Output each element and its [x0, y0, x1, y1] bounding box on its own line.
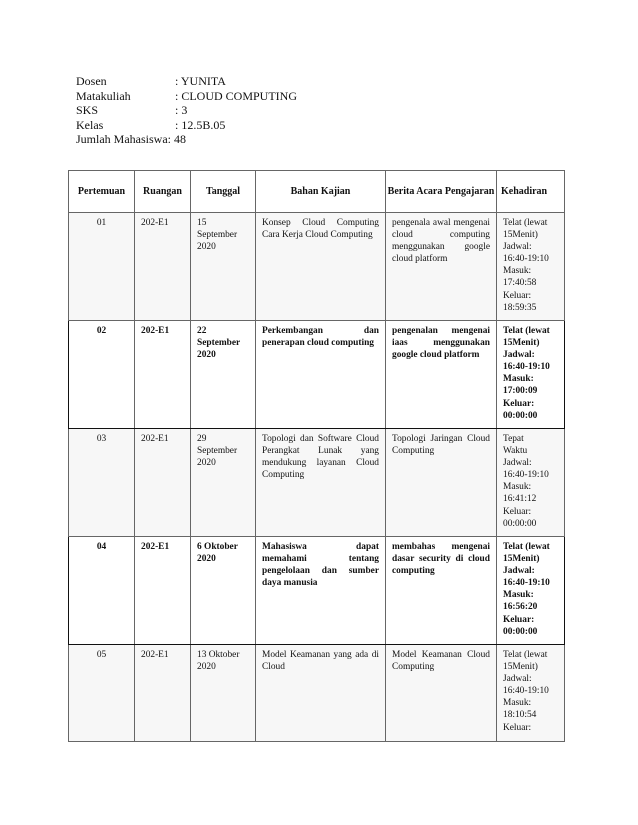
header-berita-acara: Berita Acara Pengajaran — [386, 171, 497, 213]
info-row-kelas — [76, 118, 297, 133]
matakuliah-label: Matakuliah — [76, 88, 131, 103]
cell-berita-acara: pengenalan mengenai iaas menggunakan google cloud platform — [386, 321, 497, 429]
table-row — [69, 321, 565, 429]
header-tanggal: Tanggal — [191, 171, 256, 213]
header-ruangan: Ruangan — [135, 171, 191, 213]
dosen-value: : YUNITA — [175, 74, 226, 88]
cell-berita-acara: Model Keamanan Cloud Computing — [386, 645, 497, 742]
cell-kehadiran: Telat (lewat 15Menit) Jadwal: 16:40-19:10 Masuk: 17:40:58 Keluar: 18:59:35 — [497, 213, 565, 321]
jumlah-label: Jumlah Mahasiswa — [76, 132, 168, 147]
cell-pertemuan: 02 — [69, 321, 135, 429]
cell-ruangan: 202-E1 — [135, 537, 191, 645]
table-header-row — [69, 171, 565, 213]
cell-tanggal: 22 September 2020 — [191, 321, 256, 429]
cell-ruangan: 202-E1 — [135, 321, 191, 429]
cell-tanggal: 29 September 2020 — [191, 429, 256, 537]
cell-berita-acara: Topologi Jaringan Cloud Computing — [386, 429, 497, 537]
cell-ruangan: 202-E1 — [135, 213, 191, 321]
jumlah-value: : 48 — [167, 132, 186, 147]
header-kehadiran: Kehadiran — [497, 171, 565, 213]
header-bahan-kajian: Bahan Kajian — [256, 171, 386, 213]
cell-pertemuan: 03 — [69, 429, 135, 537]
header-pertemuan: Pertemuan — [69, 171, 135, 213]
cell-pertemuan: 01 — [69, 213, 135, 321]
cell-bahan-kajian: Konsep Cloud Computing Cara Kerja Cloud Computing — [256, 213, 386, 321]
cell-kehadiran: Telat (lewat 15Menit) Jadwal: 16:40-19:10 Masuk: 16:56:20 Keluar: 00:00:00 — [497, 537, 565, 645]
sks-label: SKS — [76, 103, 99, 118]
cell-berita-acara: pengenala awal mengenai cloud computing menggunakan google cloud platform — [386, 213, 497, 321]
cell-bahan-kajian: Perkembangan dan penerapan cloud computing — [256, 321, 386, 429]
info-row-dosen — [76, 74, 297, 89]
cell-ruangan: 202-E1 — [135, 645, 191, 742]
kelas-label: Kelas — [76, 117, 104, 132]
info-row-matakuliah — [76, 89, 297, 104]
cell-berita-acara: membahas mengenai dasar security di cloud computing — [386, 537, 497, 645]
dosen-label: Dosen — [76, 74, 107, 88]
sks-value: : 3 — [175, 103, 188, 118]
info-row-jumlah — [76, 132, 297, 147]
course-info — [76, 74, 297, 147]
cell-bahan-kajian: Topologi dan Software Cloud Perangkat Lunak yang mendukung layanan Cloud Computing — [256, 429, 386, 537]
cell-pertemuan: 04 — [69, 537, 135, 645]
table-row — [69, 537, 565, 645]
kelas-value: : 12.5B.05 — [175, 117, 226, 132]
cell-bahan-kajian: Mahasiswa dapat memahami tentang pengelolaan dan sumber daya manusia — [256, 537, 386, 645]
attendance-table — [68, 170, 565, 742]
cell-kehadiran: Telat (lewat 15Menit) Jadwal: 16:40-19:10 Masuk: 17:00:09 Keluar: 00:00:00 — [497, 321, 565, 429]
table-row — [69, 645, 565, 742]
cell-tanggal: 15 September 2020 — [191, 213, 256, 321]
cell-ruangan: 202-E1 — [135, 429, 191, 537]
cell-tanggal: 13 Oktober 2020 — [191, 645, 256, 742]
cell-kehadiran: Tepat Waktu Jadwal: 16:40-19:10 Masuk: 16:41:12 Keluar: 00:00:00 — [497, 429, 565, 537]
cell-pertemuan: 05 — [69, 645, 135, 742]
cell-kehadiran: Telat (lewat 15Menit) Jadwal: 16:40-19:10 Masuk: 18:10:54 Keluar: — [497, 645, 565, 742]
table-row — [69, 213, 565, 321]
matakuliah-value: : CLOUD COMPUTING — [175, 88, 298, 103]
cell-tanggal: 6 Oktober 2020 — [191, 537, 256, 645]
info-row-sks — [76, 103, 297, 118]
cell-bahan-kajian: Model Keamanan yang ada di Cloud — [256, 645, 386, 742]
table-row — [69, 429, 565, 537]
